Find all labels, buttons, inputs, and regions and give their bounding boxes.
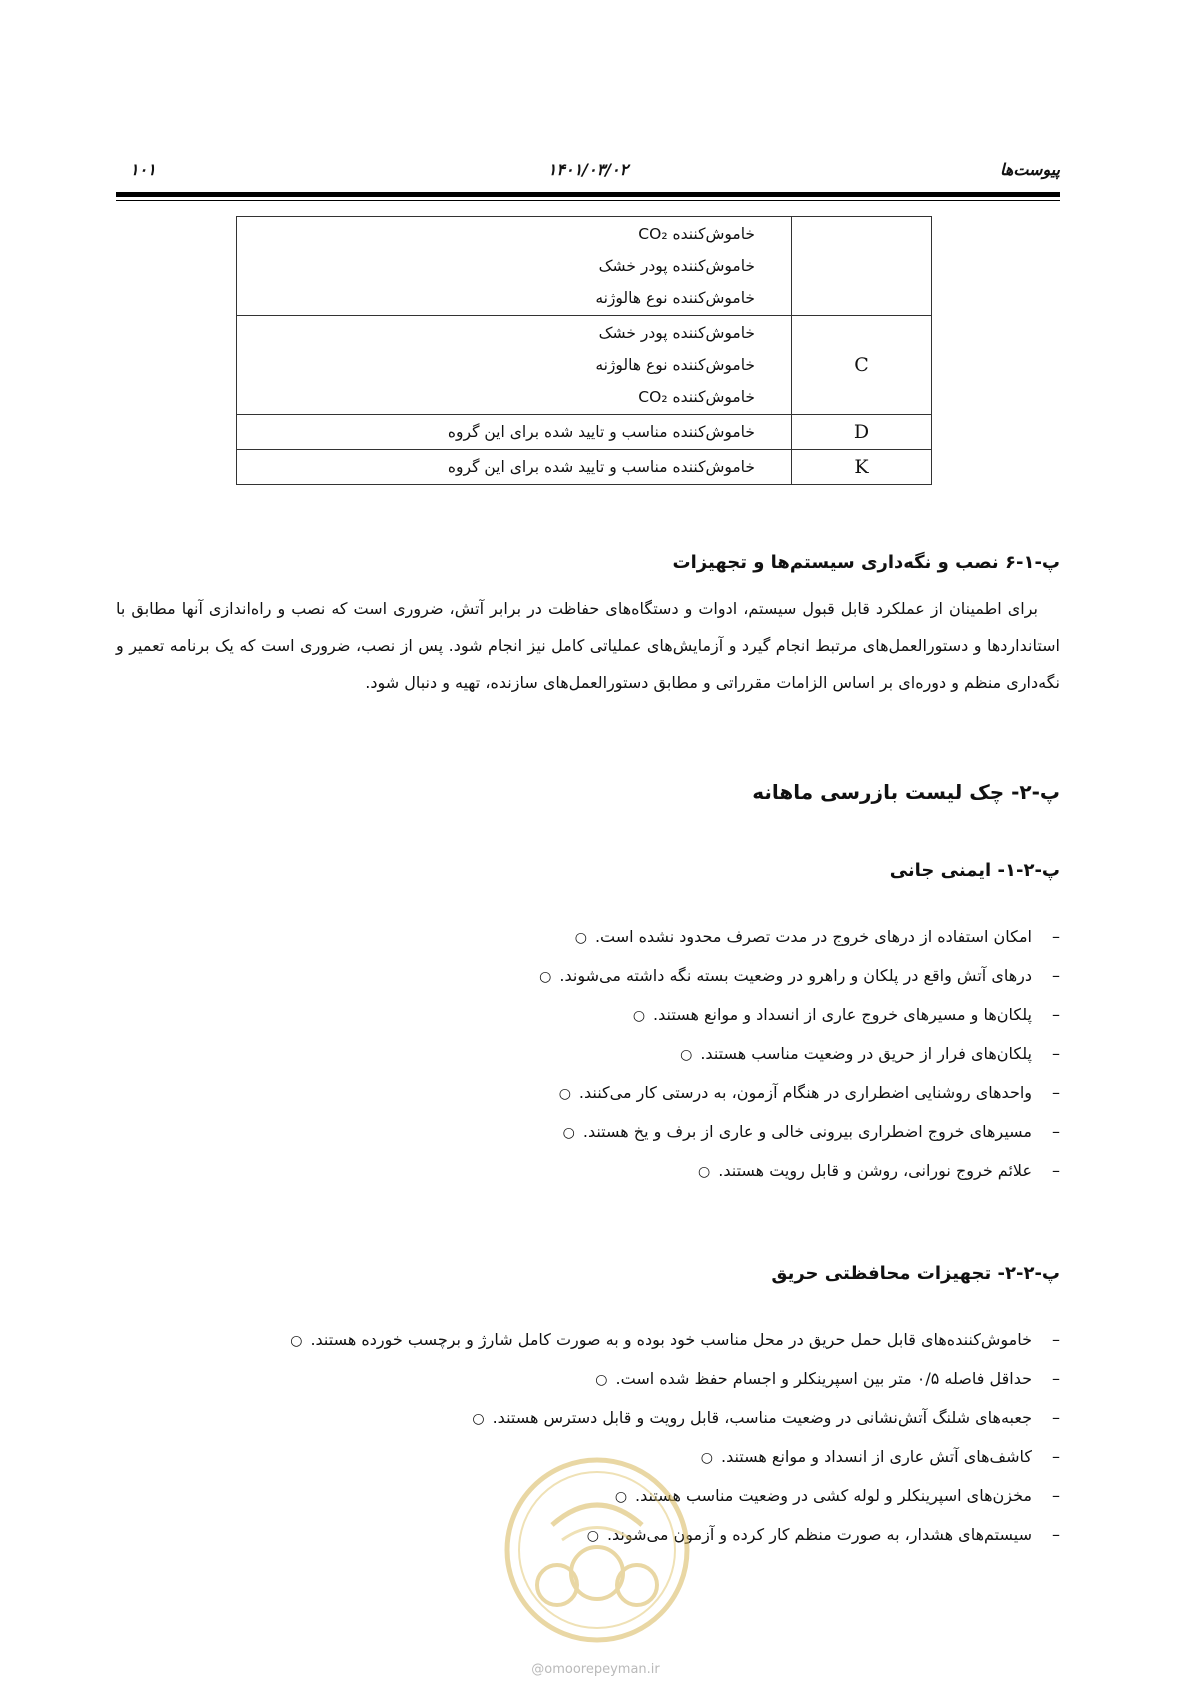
dash-bullet: – xyxy=(1052,1447,1060,1466)
checklist-item xyxy=(290,1359,1060,1398)
header-section-title: پیوست‌ها xyxy=(1000,160,1060,179)
dash-bullet: – xyxy=(1052,1408,1060,1427)
dash-bullet: – xyxy=(1052,1005,1060,1024)
checklist-item-text: خاموش‌کننده‌های قابل حمل حریق در محل مناسب خود بوده و به صورت کامل شارژ و برچسب خورده هستند. xyxy=(310,1330,1032,1349)
checkbox-circle-icon[interactable]: ○ xyxy=(680,1047,693,1063)
checklist-item-text: پلکان‌ها و مسیرهای خروج عاری از انسداد و موانع هستند. xyxy=(653,1005,1032,1024)
fire-class-cell: D xyxy=(792,415,932,450)
section-heading-p21: پ-۲-۱- ایمنی جانی xyxy=(889,860,1060,881)
checklist-item xyxy=(290,1398,1060,1437)
agent-line: خاموش‌کننده مناسب و تایید شده برای این گروه xyxy=(447,423,755,441)
checkbox-circle-icon[interactable]: ○ xyxy=(472,1411,485,1427)
dash-bullet: – xyxy=(1052,1122,1060,1141)
agent-cell xyxy=(237,316,792,415)
checklist-item-text: سیستم‌های هشدار، به صورت منظم کار کرده و آزمون می‌شوند. xyxy=(606,1525,1032,1544)
checklist-item xyxy=(539,1034,1060,1073)
dash-bullet: – xyxy=(1052,1486,1060,1505)
page-header xyxy=(116,160,1060,184)
checkbox-circle-icon[interactable]: ○ xyxy=(700,1450,713,1466)
dash-bullet: – xyxy=(1052,1525,1060,1544)
watermark-seal-icon xyxy=(502,1455,692,1645)
dash-bullet: – xyxy=(1052,1044,1060,1063)
checklist-item xyxy=(539,1151,1060,1190)
dash-bullet: – xyxy=(1052,927,1060,946)
checklist-item xyxy=(539,917,1060,956)
table-row xyxy=(237,415,932,450)
section-heading-p2: پ-۲- چک لیست بازرسی ماهانه xyxy=(752,780,1060,804)
checkbox-circle-icon[interactable]: ○ xyxy=(290,1333,303,1349)
dash-bullet: – xyxy=(1052,1369,1060,1388)
checklist-item-text: مسیرهای خروج اضطراری بیرونی خالی و عاری از برف و یخ هستند. xyxy=(582,1122,1032,1141)
checklist-item xyxy=(539,1073,1060,1112)
checkbox-circle-icon[interactable]: ○ xyxy=(586,1528,599,1544)
checkbox-circle-icon[interactable]: ○ xyxy=(632,1008,646,1024)
section-heading-p22: پ-۲-۲- تجهیزات محافظتی حریق xyxy=(771,1263,1060,1284)
agent-line: خاموش‌کننده نوع هالوژنه xyxy=(595,289,755,307)
checklist-item-text: حداقل فاصله ۰/۵ متر بین اسپرینکلر و اجسام حفظ شده است. xyxy=(615,1369,1032,1388)
header-date: ۱۴۰۱/۰۳/۰۲ xyxy=(547,160,629,179)
checkbox-circle-icon[interactable]: ○ xyxy=(698,1164,711,1180)
checkbox-circle-icon[interactable]: ○ xyxy=(558,1086,571,1102)
section-heading-p16: پ-۱-۶ نصب و نگه‌داری سیستم‌ها و تجهیزات xyxy=(672,552,1060,573)
checklist-item-text: امکان استفاده از درهای خروج در مدت تصرف محدود نشده است. xyxy=(594,927,1032,946)
agent-line: خاموش‌کننده CO₂ xyxy=(638,388,755,406)
checklist-item-text: مخزن‌های اسپرینکلر و لوله کشی در وضعیت مناسب هستند. xyxy=(635,1486,1032,1505)
extinguisher-table xyxy=(236,216,932,485)
dash-bullet: – xyxy=(1052,1330,1060,1349)
checklist-life-safety xyxy=(539,917,1060,1190)
checklist-item-text: واحدهای روشنایی اضطراری در هنگام آزمون، به درستی کار می‌کنند. xyxy=(578,1083,1032,1102)
agent-line: خاموش‌کننده نوع هالوژنه xyxy=(595,356,755,374)
fire-class-cell: K xyxy=(792,450,932,485)
checkbox-circle-icon[interactable]: ○ xyxy=(539,969,552,985)
checklist-item-text: پلکان‌های فرار از حریق در وضعیت مناسب هستند. xyxy=(700,1044,1032,1063)
agent-cell xyxy=(237,450,792,485)
checkbox-circle-icon[interactable]: ○ xyxy=(614,1489,628,1505)
checklist-item-text: علائم خروج نورانی، روشن و قابل رویت هستند. xyxy=(718,1161,1032,1180)
agent-cell xyxy=(237,217,792,316)
agent-line: خاموش‌کننده پودر خشک xyxy=(598,257,755,275)
watermark-url: @omoorepeyman.ir xyxy=(531,1662,660,1677)
agent-line: خاموش‌کننده پودر خشک xyxy=(598,324,755,342)
checklist-item-text: جعبه‌های شلنگ آتش‌نشانی در وضعیت مناسب، قابل رویت و قابل دسترس هستند. xyxy=(492,1408,1032,1427)
dash-bullet: – xyxy=(1052,1161,1060,1180)
table-row xyxy=(237,316,932,415)
agent-line: خاموش‌کننده مناسب و تایید شده برای این گروه xyxy=(447,458,755,476)
section-p16-paragraph: برای اطمینان از عملکرد قابل قبول سیستم، ادوات و دستگاه‌های حفاظت در برابر آتش، ضروری است که نصب و راه‌اندازی آنها مطابق با استانداردها و دستورالعمل‌های مرتبط انجام گیرد و آزمایش‌های عملیاتی کامل نیز انجام شود. پس از نصب، ضروری است که یک برنامه تعمیر و نگه‌داری منظم و دوره‌ای بر اساس الزامات مقرراتی و مطابق دستورالعمل‌های سازنده، تهیه و دنبال شود. xyxy=(116,599,1060,692)
dash-bullet: – xyxy=(1052,966,1060,985)
agent-cell xyxy=(237,415,792,450)
page-number: ۱۰۱ xyxy=(130,160,156,179)
checklist-item xyxy=(290,1320,1060,1359)
table-row xyxy=(237,450,932,485)
table-row xyxy=(237,217,932,316)
checklist-item-text: درهای آتش واقع در پلکان و راهرو در وضعیت بسته نگه داشته می‌شوند. xyxy=(559,966,1032,985)
checkbox-circle-icon[interactable]: ○ xyxy=(595,1372,608,1388)
checkbox-circle-icon[interactable]: ○ xyxy=(562,1125,575,1141)
checklist-item-text: کاشف‌های آتش عاری از انسداد و موانع هستند. xyxy=(720,1447,1032,1466)
dash-bullet: – xyxy=(1052,1083,1060,1102)
checklist-item xyxy=(539,956,1060,995)
header-rule-thick xyxy=(116,192,1060,197)
checkbox-circle-icon[interactable]: ○ xyxy=(574,930,587,946)
agent-line: خاموش‌کننده CO₂ xyxy=(638,225,755,243)
checklist-item xyxy=(539,1112,1060,1151)
fire-class-cell: C xyxy=(792,316,932,415)
fire-class-cell xyxy=(792,217,932,316)
checklist-item xyxy=(539,995,1060,1034)
header-rule-thin xyxy=(116,200,1060,201)
